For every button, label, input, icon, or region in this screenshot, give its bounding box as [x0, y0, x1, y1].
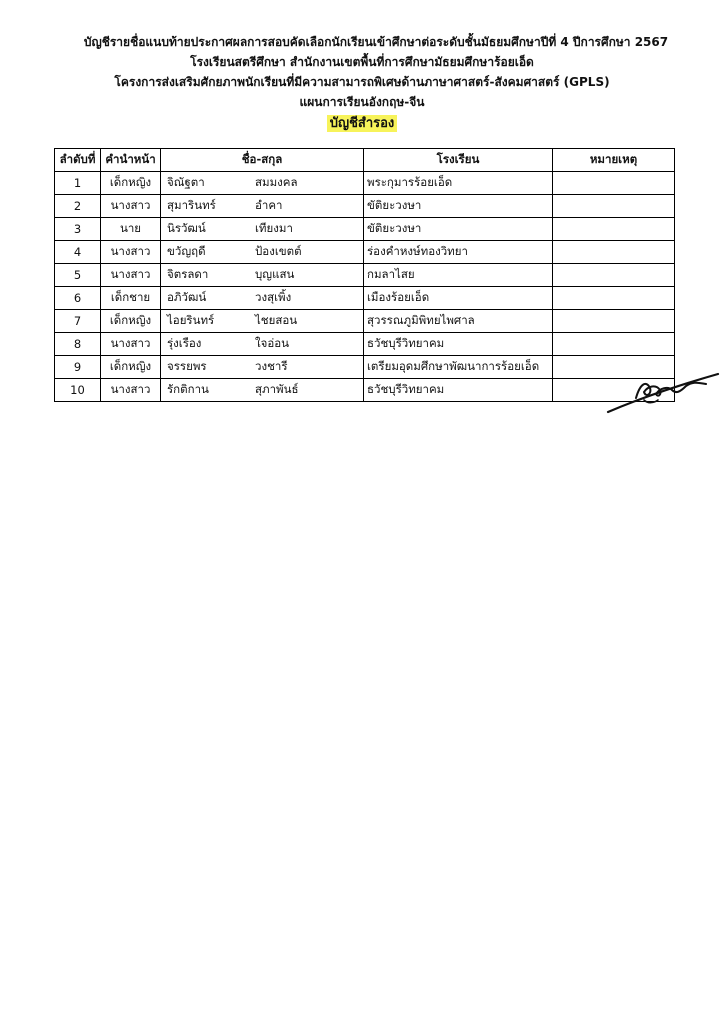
first-name: รักติกาน: [167, 382, 209, 396]
school-name-cell: สุวรรณภูมิพิทยไพศาล: [364, 310, 553, 333]
row-number: 3: [55, 218, 101, 241]
first-name: จิณัฐตา: [167, 175, 205, 189]
full-name: [161, 333, 364, 356]
school-name-cell: เมืองร้อยเอ็ด: [364, 287, 553, 310]
column-header-prefix: คำนำหน้า: [101, 149, 161, 172]
program-name: โครงการส่งเสริมศักยภาพนักเรียนที่มีความสามารถพิเศษด้านภาษาศาสตร์-สังคมศาสตร์ (GPLS): [114, 75, 610, 89]
row-number: 10: [55, 379, 101, 402]
announcement-title: บัญชีรายชื่อแนบท้ายประกาศผลการสอบคัดเลือกนักเรียนเข้าศึกษาต่อระดับชั้นมัธยมศึกษาปีที่ 4 ปีการศึกษา 2567: [83, 35, 669, 49]
note-cell: [553, 333, 675, 356]
note-cell: [553, 195, 675, 218]
name-prefix: เด็กชาย: [101, 287, 161, 310]
table-row: [55, 172, 675, 195]
first-name: ขวัญฤดี: [167, 244, 206, 258]
first-name: ไอยรินทร์: [167, 313, 215, 327]
school-name-cell: เตรียมอุดมศึกษาพัฒนาการร้อยเอ็ด: [364, 356, 553, 379]
first-name: จรรยพร: [167, 359, 207, 373]
column-header-school: โรงเรียน: [364, 149, 553, 172]
table-row: [55, 264, 675, 287]
last-name: เทียงมา: [255, 221, 293, 235]
table-row: [55, 195, 675, 218]
handwritten-signature: [606, 370, 724, 416]
full-name: [161, 241, 364, 264]
name-prefix: เด็กหญิง: [101, 172, 161, 195]
last-name: วงชารี: [255, 359, 288, 373]
last-name: สมมงคล: [255, 175, 298, 189]
last-name: อำคา: [255, 198, 283, 212]
column-header-number: ลำดับที่: [55, 149, 101, 172]
first-name: อภิวัฒน์: [167, 290, 207, 304]
last-name: บุญแสน: [255, 267, 295, 281]
name-prefix: นาย: [101, 218, 161, 241]
name-prefix: นางสาว: [101, 264, 161, 287]
note-cell: [553, 264, 675, 287]
school-name-cell: พระกุมารร้อยเอ็ด: [364, 172, 553, 195]
full-name: [161, 264, 364, 287]
row-number: 7: [55, 310, 101, 333]
name-prefix: นางสาว: [101, 241, 161, 264]
table-body: [55, 172, 675, 402]
last-name: สุภาพันธ์: [255, 382, 299, 396]
table-row: [55, 241, 675, 264]
name-prefix: นางสาว: [101, 333, 161, 356]
full-name: [161, 172, 364, 195]
school-name-cell: ธวัชบุรีวิทยาคม: [364, 333, 553, 356]
school-name-cell: กมลาไสย: [364, 264, 553, 287]
note-cell: [553, 310, 675, 333]
study-plan: แผนการเรียนอังกฤษ-จีน: [299, 95, 425, 109]
school-name-cell: ธวัชบุรีวิทยาคม: [364, 379, 553, 402]
name-prefix: เด็กหญิง: [101, 310, 161, 333]
row-number: 1: [55, 172, 101, 195]
school-name-cell: ร่องคำหงษ์ทองวิทยา: [364, 241, 553, 264]
table-row: [55, 310, 675, 333]
row-number: 4: [55, 241, 101, 264]
list-type-label: บัญชีสำรอง: [327, 115, 398, 132]
note-cell: [553, 172, 675, 195]
school-name: โรงเรียนสตรีศึกษา สำนักงานเขตพื้นที่การศึกษามัธยมศึกษาร้อยเอ็ด: [190, 55, 534, 69]
row-number: 6: [55, 287, 101, 310]
name-prefix: นางสาว: [101, 379, 161, 402]
row-number: 9: [55, 356, 101, 379]
last-name: ใจอ่อน: [255, 336, 290, 350]
first-name: รุ่งเรือง: [167, 336, 202, 350]
first-name: นิรวัฒน์: [167, 221, 206, 235]
name-prefix: นางสาว: [101, 195, 161, 218]
last-name: วงสุเพิ้ง: [255, 290, 292, 304]
note-cell: [553, 287, 675, 310]
column-header-note: หมายเหตุ: [553, 149, 675, 172]
reserve-list-table: [54, 148, 675, 402]
note-cell: [553, 218, 675, 241]
table-row: [55, 218, 675, 241]
row-number: 8: [55, 333, 101, 356]
last-name: ป้องเขตต์: [255, 244, 302, 258]
full-name: [161, 356, 364, 379]
full-name: [161, 310, 364, 333]
column-header-name: ชื่อ-สกุล: [161, 149, 364, 172]
row-number: 2: [55, 195, 101, 218]
document-header: [0, 32, 724, 132]
last-name: ไชยสอน: [255, 313, 298, 327]
full-name: [161, 195, 364, 218]
first-name: สุมารินทร์: [167, 198, 216, 212]
school-name-cell: ขัติยะวงษา: [364, 218, 553, 241]
note-cell: [553, 241, 675, 264]
table-row: [55, 287, 675, 310]
school-name-cell: ขัติยะวงษา: [364, 195, 553, 218]
table-header-row: [55, 149, 675, 172]
name-prefix: เด็กหญิง: [101, 356, 161, 379]
table-row: [55, 333, 675, 356]
table-row: [55, 379, 675, 402]
full-name: [161, 379, 364, 402]
first-name: จิตรลดา: [167, 267, 209, 281]
full-name: [161, 287, 364, 310]
full-name: [161, 218, 364, 241]
table-row: [55, 356, 675, 379]
row-number: 5: [55, 264, 101, 287]
